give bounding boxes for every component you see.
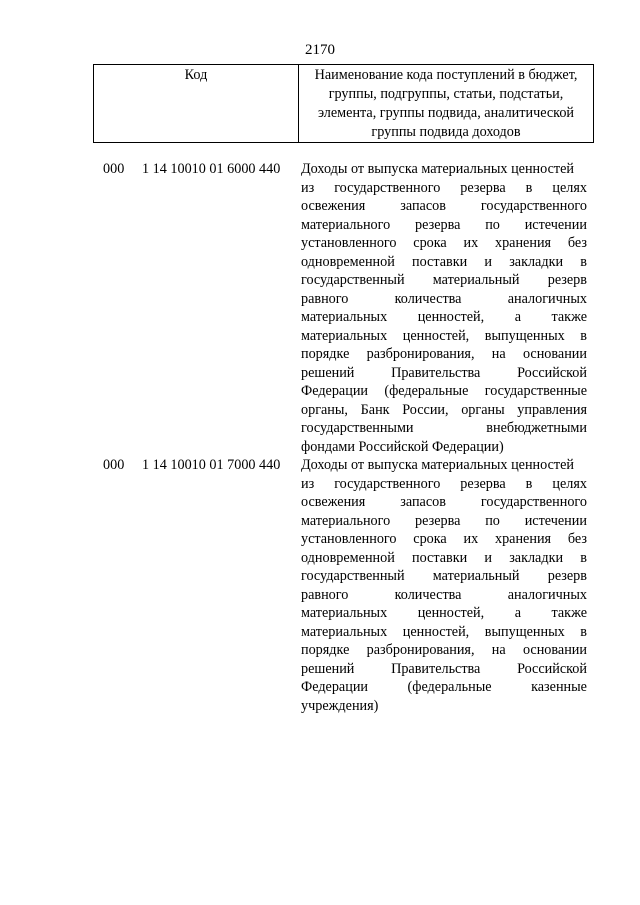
income-name-word: в [580,327,587,344]
income-name-line [301,197,587,216]
income-name-word: (федеральные [407,679,492,695]
income-name-word: установленного [301,531,397,547]
income-name-word: резерв [547,272,587,288]
income-name-word: Правительства [391,364,481,381]
income-name-word: России, [402,401,449,418]
income-name-word: резерва [415,512,461,529]
income-name-word: Банк [360,401,390,418]
income-name-word: хранения [494,235,552,251]
income-name-word: в [525,475,533,492]
income-name-word: ценностей, [402,623,470,640]
income-name-word: управления [517,401,587,418]
income-name-word: без [567,235,587,251]
income-name-line [301,234,587,253]
income-name-word: аналогичных [507,586,587,603]
income-name-line [301,567,587,586]
income-name-word: резерва [460,179,506,196]
income-name-word: равного [301,586,349,603]
income-name-line: фондами Российской Федерации) [301,438,504,455]
income-name-word: на [491,642,506,658]
income-name [301,456,587,715]
income-name-word: государственные [484,383,587,399]
income-name-line [301,364,587,383]
income-name-word: резерва [460,475,506,492]
income-code: 1 14 10010 01 7000 440 [142,457,281,473]
income-code: 1 14 10010 01 6000 440 [142,161,281,177]
income-name-word: срока [413,235,447,251]
income-name-line: Доходы от выпуска материальных ценностей [301,161,574,177]
income-name-word: материальных [301,605,388,621]
income-name-line [301,586,587,605]
income-name-word: порядке [301,642,350,658]
income-name-word: а [514,309,521,325]
income-name-line [301,308,587,327]
income-name-word: материальных [301,623,388,640]
income-name-line: учреждения) [301,697,379,714]
income-name-word: материального [301,216,391,233]
income-name-word: государственный [301,272,405,288]
income-name-word: порядке [301,346,350,362]
income-name-line [301,623,587,642]
income-name-word: разбронирования, [366,346,475,362]
income-name-line [301,678,587,697]
income-name-line [301,530,587,549]
income-name-word: внебюджетными [486,420,587,436]
income-name-word: закладки [509,549,564,566]
income-name-word: на [491,346,506,362]
income-name-word: материальных [301,309,388,325]
income-name-word: казенные [531,679,587,695]
header-name-cell [299,65,594,143]
income-name-word: запасов [400,198,446,214]
income-name-word: государственного [480,198,587,214]
income-name-word: в [525,179,533,196]
income-name-word: по [485,512,500,529]
income-name-line [301,179,587,198]
income-name-word: запасов [400,494,446,510]
income-name-word: целях [552,475,587,492]
income-name-word: поставки [412,549,468,566]
header-name-line: группы, подгруппы, статьи, подстатьи, [328,86,564,102]
income-name-word: истечении [524,216,587,233]
income-name-line [301,345,587,364]
income-name-word: в [580,253,587,270]
income-name-word: истечении [524,512,587,529]
income-name-word: освежения [301,198,366,214]
income-name-line [301,604,587,623]
income-name-word: разбронирования, [366,642,475,658]
income-name-word: органы [461,401,505,418]
income-name-word: материальных [301,327,388,344]
income-name-word: освежения [301,494,366,510]
income-name-line [301,419,587,438]
income-name-line [301,401,587,420]
income-name-word: государственный [301,568,405,584]
income-name-word: выпущенных [484,623,565,640]
income-name-word: и [484,253,492,270]
income-name-word: (федеральные [384,383,469,399]
income-name-line [301,327,587,346]
income-name-line [301,216,587,235]
income-name-word: Российской [517,660,587,677]
header-name-line: группы подвида доходов [371,124,521,140]
income-name-word: резерва [415,216,461,233]
income-name-word: Правительства [391,660,481,677]
header-name-line: элемента, группы подвида, аналитической [317,105,575,121]
income-name-word: решений [301,364,355,381]
income-name-word: выпущенных [484,327,565,344]
income-name-word: аналогичных [507,290,587,307]
income-name-word: также [551,309,587,325]
income-name-line [301,641,587,660]
income-name-word: материальный [432,568,520,584]
income-name-line [301,290,587,309]
income-name-line [301,271,587,290]
income-name-word: также [551,605,587,621]
income-name-word: количества [394,586,462,603]
income-name-word: органы, [301,401,348,418]
header-code-label: Код [184,67,208,83]
income-name-word: государственного [480,494,587,510]
income-name-line [301,382,587,401]
income-name-word: целях [552,179,587,196]
income-name-word: равного [301,290,349,307]
header-code-cell [94,65,299,143]
income-name-word: закладки [509,253,564,270]
income-name-line [301,549,587,568]
income-name-word: материальный [432,272,520,288]
income-name-word: без [567,531,587,547]
income-name-word: ценностей, [417,309,485,325]
income-name-word: материального [301,512,391,529]
income-name-word: Российской [517,364,587,381]
admin-code: 000 [103,457,125,473]
income-name-word: хранения [494,531,552,547]
income-name-line [301,493,587,512]
income-name-word: из [301,475,315,492]
income-name-word: одновременной [301,253,395,270]
income-name-word: количества [394,290,462,307]
income-name-word: в [580,623,587,640]
income-name-word: основании [522,642,587,658]
income-name-word: а [514,605,521,621]
income-name-word: в [580,549,587,566]
income-name-word: ценностей, [417,605,485,621]
income-name-word: решений [301,660,355,677]
income-name-word: из [301,179,315,196]
income-name-word: резерв [547,568,587,584]
table-header [93,64,594,143]
income-name-line: Доходы от выпуска материальных ценностей [301,457,574,473]
income-name-word: государственными [301,420,414,436]
income-name-word: государственного [334,179,441,196]
income-name-word: по [485,216,500,233]
income-name-word: их [463,235,479,251]
header-name-line: Наименование кода поступлений в бюджет, [314,67,578,83]
income-name-line [301,253,587,272]
income-name-word: одновременной [301,549,395,566]
income-name-line [301,512,587,531]
income-name-word: срока [413,531,447,547]
income-name-word: поставки [412,253,468,270]
income-name-word: и [484,549,492,566]
income-name-word: их [463,531,479,547]
income-name-line [301,475,587,494]
income-name-line [301,660,587,679]
income-name-word: ценностей, [402,327,470,344]
income-name-word: Федерации [301,679,369,695]
income-name-word: Федерации [301,383,369,399]
page-number: 2170 [305,42,335,58]
admin-code: 000 [103,161,125,177]
income-name [301,160,587,456]
income-name-word: основании [522,346,587,362]
income-name-word: государственного [334,475,441,492]
income-name-word: установленного [301,235,397,251]
